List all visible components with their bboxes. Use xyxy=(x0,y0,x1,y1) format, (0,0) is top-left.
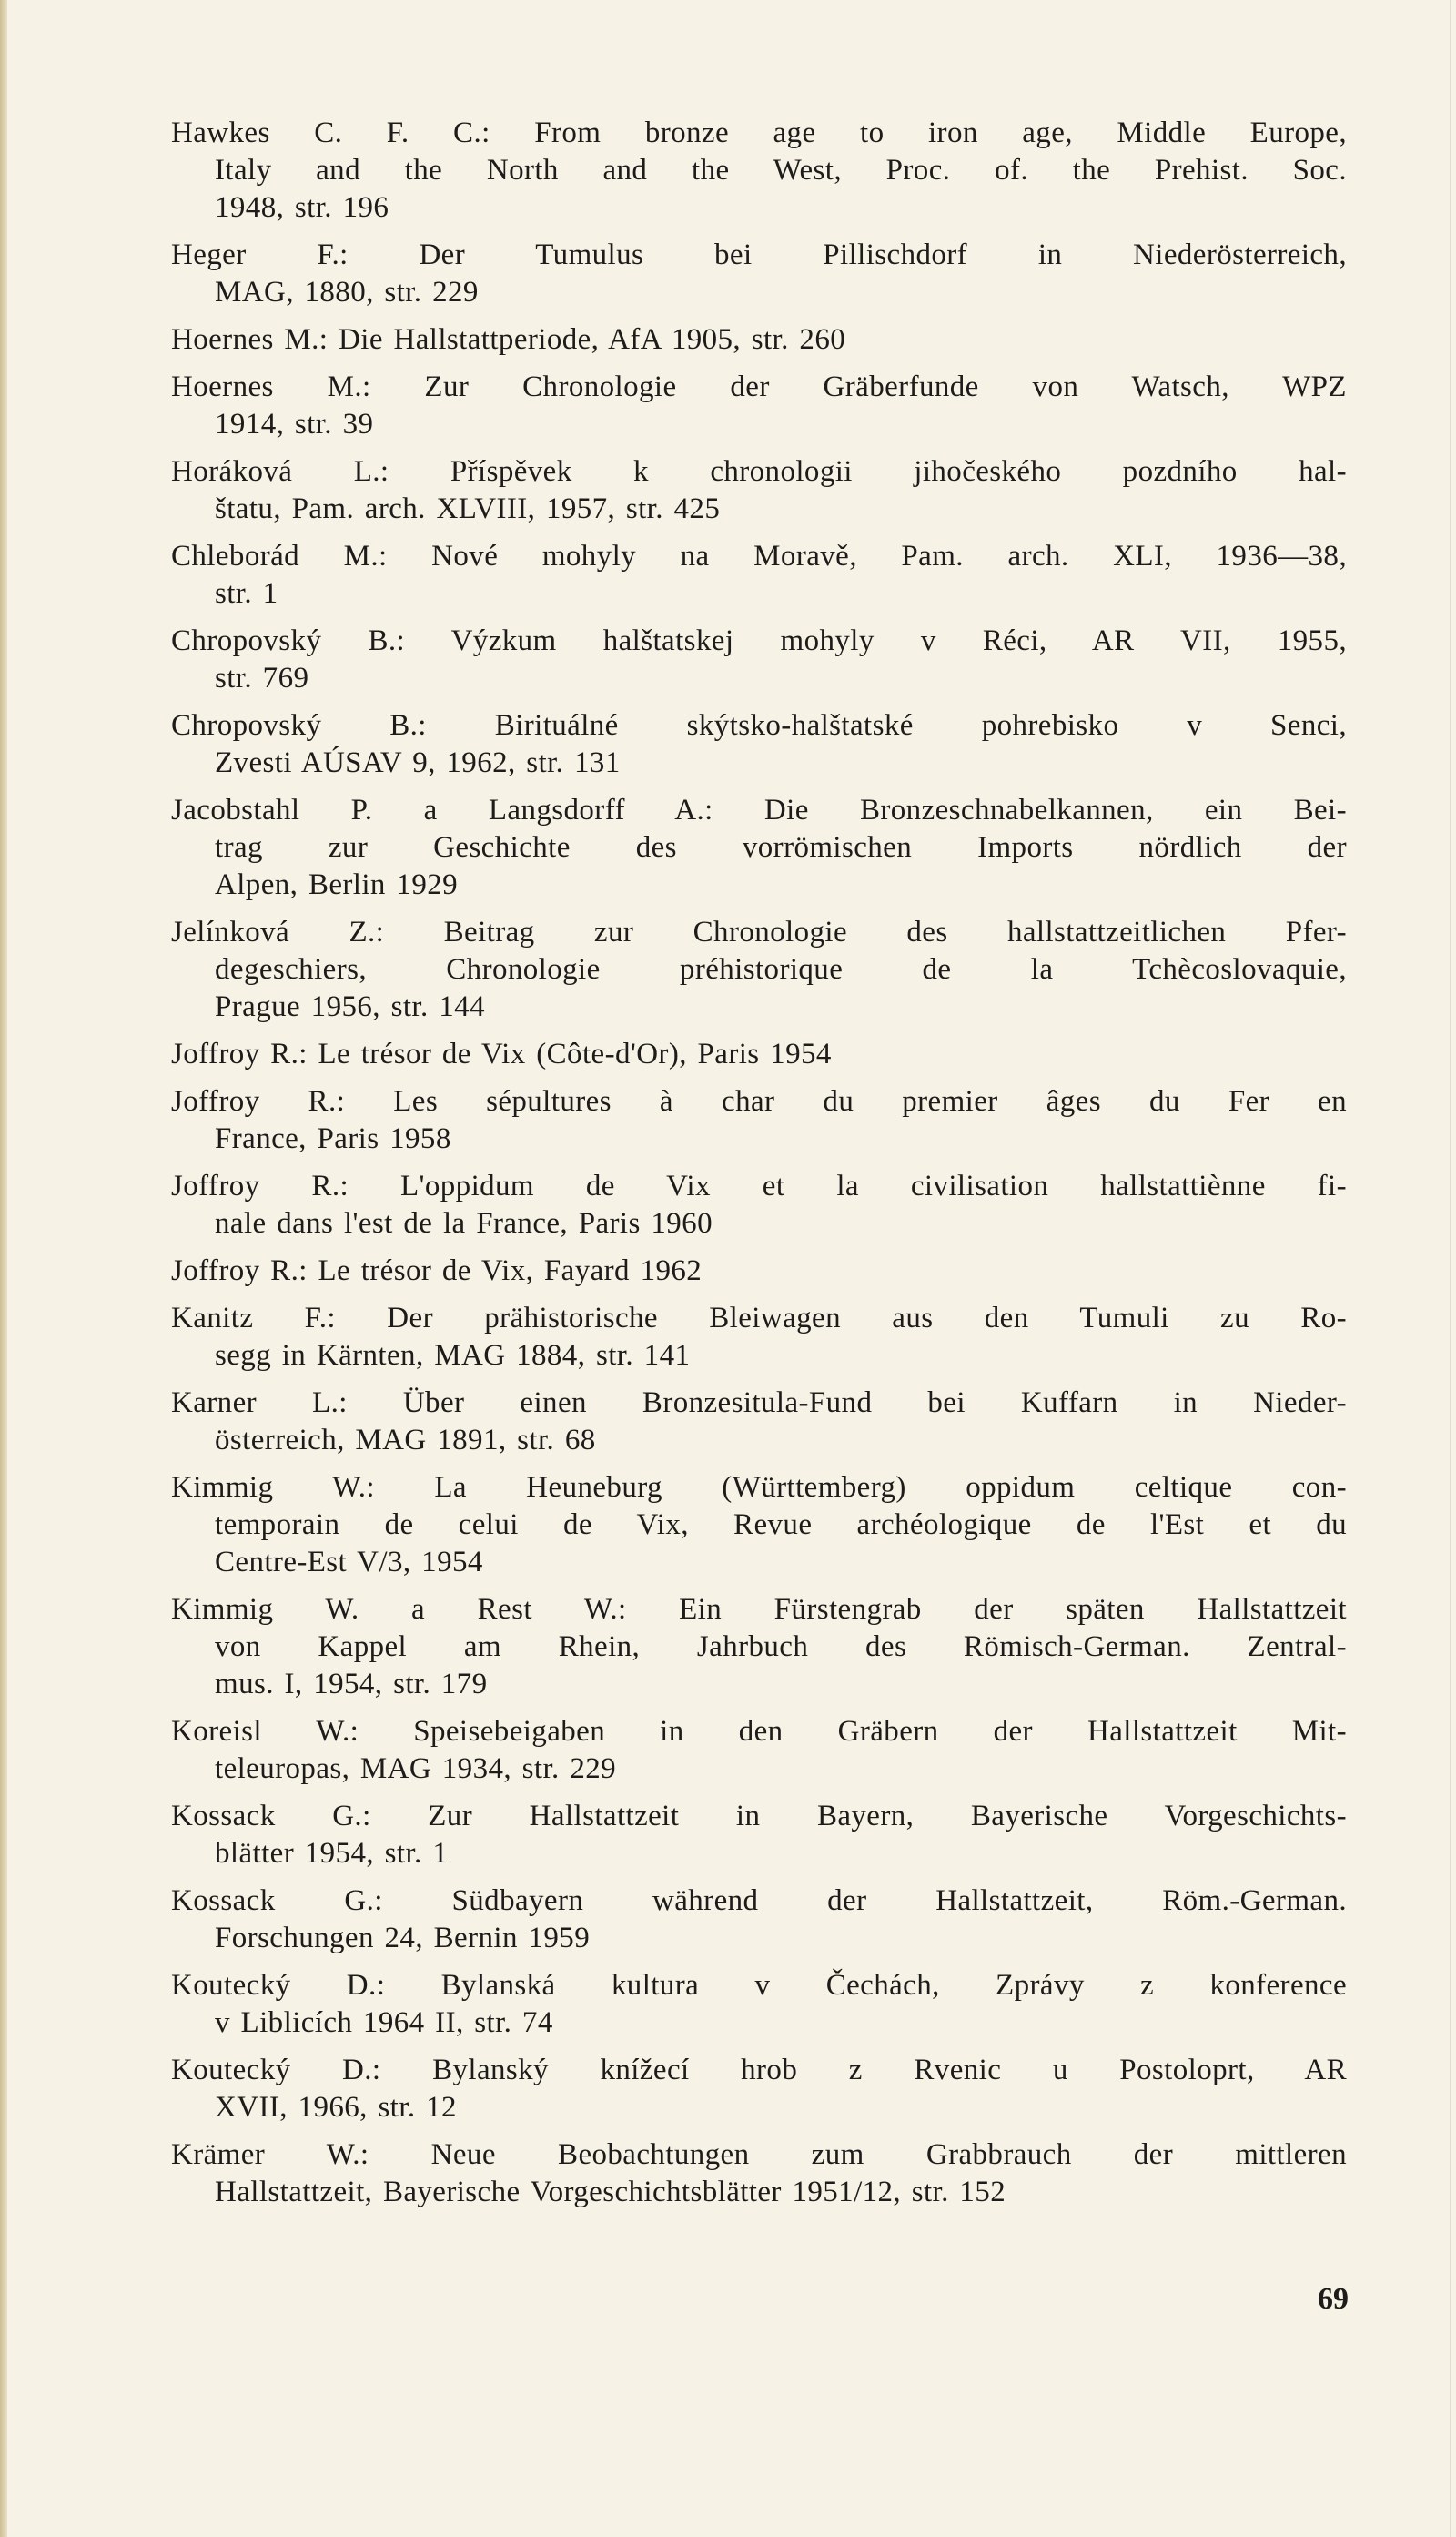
page-edge-right xyxy=(1450,0,1451,2537)
bibliography-entry xyxy=(171,914,1347,1026)
entry-continuation-line: Forschungen 24, Bernin 1959 xyxy=(215,1922,591,1954)
page-edge-left xyxy=(0,0,7,2537)
entry-first-line: Heger F.: Der Tumulus bei Pillischdorf in Niederösterreich, xyxy=(171,238,1347,271)
bibliography-entry xyxy=(171,453,1347,528)
entry-continuation-line: Prague 1956, str. 144 xyxy=(215,990,485,1023)
entry-continuation-line: Hallstattzeit, Bayerische Vorgeschichtsblätter 1951/12, str. 152 xyxy=(215,2176,1006,2208)
entry-first-line: Joffroy R.: Le trésor de Vix (Côte-d'Or), Paris 1954 xyxy=(171,1038,832,1071)
entry-first-line: Kossack G.: Südbayern während der Hallstattzeit, Röm.-German. xyxy=(171,1884,1347,1917)
bibliography-entry xyxy=(171,321,1347,359)
bibliography-entry xyxy=(171,623,1347,697)
entry-continuation-line: Alpen, Berlin 1929 xyxy=(215,868,459,901)
entry-continuation-line: degeschiers, Chronologie préhistorique de la Tchècoslovaquie, xyxy=(215,953,1347,986)
bibliography-entry xyxy=(171,2052,1347,2126)
bibliography-entry xyxy=(171,1168,1347,1243)
entry-continuation-line: Centre-Est V/3, 1954 xyxy=(215,1546,483,1578)
entry-continuation-line: 1914, str. 39 xyxy=(215,408,374,441)
entry-continuation-line: str. 769 xyxy=(215,662,309,695)
entry-continuation-line: temporain de celui de Vix, Revue archéologique de l'Est et du xyxy=(215,1508,1347,1541)
bibliography-entry xyxy=(171,115,1347,227)
entry-first-line: Jelínková Z.: Beitrag zur Chronologie des hallstattzeitlichen Pfer- xyxy=(171,916,1347,949)
entry-first-line: Koutecký D.: Bylanský knížecí hrob z Rvenic u Postoloprt, AR xyxy=(171,2054,1347,2086)
entry-first-line: Chropovský B.: Birituálné skýtsko-halštatské pohrebisko v Senci, xyxy=(171,709,1347,742)
entry-first-line: Chropovský B.: Výzkum halštatskej mohyly v Réci, AR VII, 1955, xyxy=(171,624,1347,657)
bibliography-entry xyxy=(171,538,1347,613)
entry-continuation-line: trag zur Geschichte des vorrömischen Imports nördlich der xyxy=(215,831,1347,864)
bibliography-entry xyxy=(171,707,1347,782)
page-number: 69 xyxy=(1318,2282,1349,2316)
entry-first-line: Joffroy R.: L'oppidum de Vix et la civilisation hallstattiènne fi- xyxy=(171,1170,1347,1203)
entry-first-line: Hoernes M.: Zur Chronologie der Gräberfunde von Watsch, WPZ xyxy=(171,370,1347,403)
entry-continuation-line: nale dans l'est de la France, Paris 1960 xyxy=(215,1207,713,1240)
entry-first-line: Kimmig W.: La Heuneburg (Württemberg) oppidum celtique con- xyxy=(171,1471,1347,1504)
bibliography-entry xyxy=(171,1036,1347,1073)
entry-first-line: Kanitz F.: Der prähistorische Bleiwagen aus den Tumuli zu Ro- xyxy=(171,1302,1347,1334)
bibliography-entry xyxy=(171,1591,1347,1703)
entry-continuation-line: str. 1 xyxy=(215,577,278,610)
entry-continuation-line: 1948, str. 196 xyxy=(215,191,389,224)
entry-continuation-line: teleuropas, MAG 1934, str. 229 xyxy=(215,1752,617,1785)
bibliography-entry xyxy=(171,1253,1347,1290)
entry-first-line: Horáková L.: Příspěvek k chronologii jihočeského pozdního hal- xyxy=(171,455,1347,488)
entry-first-line: Kimmig W. a Rest W.: Ein Fürstengrab der späten Hallstattzeit xyxy=(171,1593,1347,1626)
entry-first-line: Chleborád M.: Nové mohyly na Moravě, Pam. arch. XLI, 1936—38, xyxy=(171,540,1347,573)
bibliography-entry xyxy=(171,2136,1347,2211)
entry-first-line: Krämer W.: Neue Beobachtungen zum Grabbrauch der mittleren xyxy=(171,2138,1347,2171)
entry-first-line: Karner L.: Über einen Bronzesitula-Fund bei Kuffarn in Nieder- xyxy=(171,1386,1347,1419)
bibliography-entry xyxy=(171,1882,1347,1957)
entry-first-line: Jacobstahl P. a Langsdorff A.: Die Bronzeschnabelkannen, ein Bei- xyxy=(171,794,1347,827)
entry-continuation-line: blätter 1954, str. 1 xyxy=(215,1837,449,1870)
bibliography-entry xyxy=(171,1469,1347,1581)
entry-continuation-line: Italy and the North and the West, Proc. of. the Prehist. Soc. xyxy=(215,154,1347,187)
entry-continuation-line: XVII, 1966, str. 12 xyxy=(215,2091,457,2124)
bibliography-entry xyxy=(171,792,1347,904)
entry-continuation-line: v Liblicích 1964 II, str. 74 xyxy=(215,2006,553,2039)
entry-continuation-line: österreich, MAG 1891, str. 68 xyxy=(215,1424,596,1456)
entry-first-line: Kossack G.: Zur Hallstattzeit in Bayern, Bayerische Vorgeschichts- xyxy=(171,1800,1347,1832)
bibliography-entry xyxy=(171,1967,1347,2042)
entry-continuation-line: mus. I, 1954, str. 179 xyxy=(215,1668,488,1700)
entry-continuation-line: France, Paris 1958 xyxy=(215,1122,451,1155)
bibliography-entry xyxy=(171,1083,1347,1158)
entry-continuation-line: segg in Kärnten, MAG 1884, str. 141 xyxy=(215,1339,691,1372)
bibliography-list xyxy=(171,115,1347,2221)
entry-continuation-line: Zvesti AÚSAV 9, 1962, str. 131 xyxy=(215,746,621,779)
bibliography-entry xyxy=(171,1385,1347,1459)
entry-first-line: Joffroy R.: Le trésor de Vix, Fayard 1962 xyxy=(171,1254,703,1287)
entry-first-line: Koreisl W.: Speisebeigaben in den Gräbern der Hallstattzeit Mit- xyxy=(171,1715,1347,1748)
entry-continuation-line: von Kappel am Rhein, Jahrbuch des Römisch-German. Zentral- xyxy=(215,1630,1347,1663)
bibliography-entry xyxy=(171,369,1347,443)
entry-first-line: Joffroy R.: Les sépultures à char du premier âges du Fer en xyxy=(171,1085,1347,1118)
entry-continuation-line: štatu, Pam. arch. XLVIII, 1957, str. 425 xyxy=(215,492,721,525)
entry-first-line: Koutecký D.: Bylanská kultura v Čechách, Zprávy z konference xyxy=(171,1969,1347,2002)
entry-first-line: Hawkes C. F. C.: From bronze age to iron age, Middle Europe, xyxy=(171,117,1347,149)
bibliography-entry xyxy=(171,1713,1347,1788)
entry-continuation-line: MAG, 1880, str. 229 xyxy=(215,276,479,309)
bibliography-entry xyxy=(171,1300,1347,1375)
entry-first-line: Hoernes M.: Die Hallstattperiode, AfA 1905, str. 260 xyxy=(171,323,846,356)
bibliography-entry xyxy=(171,237,1347,311)
bibliography-entry xyxy=(171,1798,1347,1872)
